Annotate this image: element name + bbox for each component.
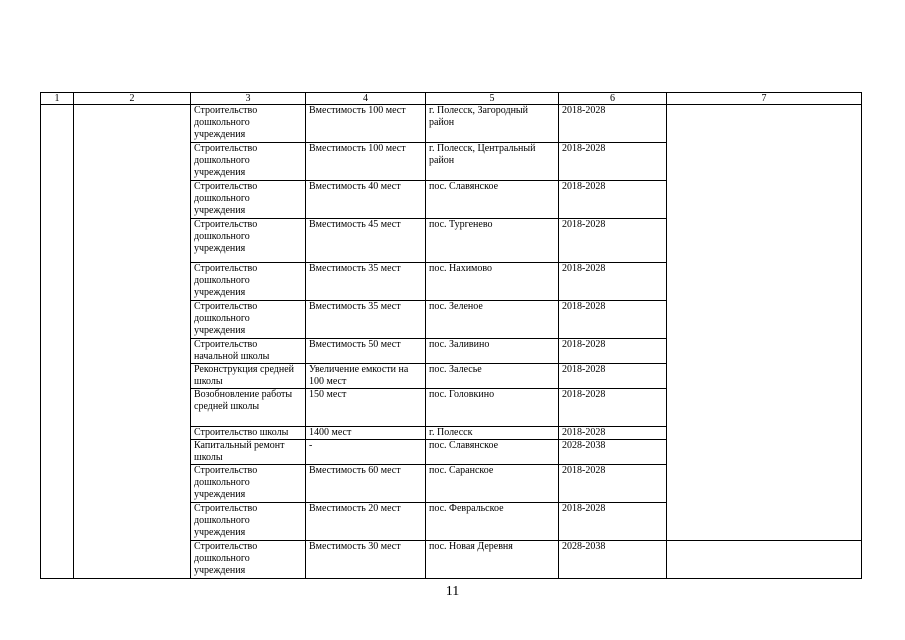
object-cell: Строительство дошкольного учреждения (191, 143, 306, 181)
capacity-cell: Вместимость 100 мест (306, 143, 426, 181)
col-7-cell (667, 541, 862, 579)
location-cell: пос. Славянское (426, 181, 559, 219)
period-cell: 2028-2038 (559, 541, 667, 579)
table-row (41, 105, 862, 143)
period-cell: 2018-2028 (559, 364, 667, 389)
header-col-3: 3 (191, 93, 306, 105)
period-cell: 2018-2028 (559, 219, 667, 263)
capacity-cell: 150 мест (306, 389, 426, 427)
object-cell: Строительство дошкольного учреждения (191, 465, 306, 503)
header-col-7: 7 (667, 93, 862, 105)
capacity-cell: - (306, 440, 426, 465)
location-cell: г. Полесск, Загородный район (426, 105, 559, 143)
object-cell: Строительство дошкольного учреждения (191, 263, 306, 301)
col-7-cell (667, 105, 862, 541)
location-cell: пос. Залесье (426, 364, 559, 389)
capacity-cell: Вместимость 40 мест (306, 181, 426, 219)
period-cell: 2018-2028 (559, 301, 667, 339)
location-cell: пос. Новая Деревня (426, 541, 559, 579)
header-col-2: 2 (74, 93, 191, 105)
col-2-merged-cell (74, 105, 191, 579)
period-cell: 2018-2028 (559, 465, 667, 503)
location-cell: пос. Нахимово (426, 263, 559, 301)
capacity-cell: Вместимость 45 мест (306, 219, 426, 263)
objects-table (40, 92, 862, 579)
object-cell: Строительство дошкольного учреждения (191, 541, 306, 579)
location-cell: пос. Тургенево (426, 219, 559, 263)
header-col-5: 5 (426, 93, 559, 105)
table-body (41, 105, 862, 579)
location-cell: пос. Славянское (426, 440, 559, 465)
object-cell: Строительство дошкольного учреждения (191, 301, 306, 339)
object-cell: Реконструкция средней школы (191, 364, 306, 389)
object-cell: Возобновление работы средней школы (191, 389, 306, 427)
page-number: 11 (445, 584, 460, 599)
capacity-cell: Вместимость 100 мест (306, 105, 426, 143)
period-cell: 2018-2028 (559, 143, 667, 181)
header-row (41, 93, 862, 105)
period-cell: 2018-2028 (559, 105, 667, 143)
location-cell: г. Полесск (426, 427, 559, 440)
capacity-cell: Вместимость 50 мест (306, 339, 426, 364)
capacity-cell: Увеличение емкости на 100 мест (306, 364, 426, 389)
object-cell: Строительство школы (191, 427, 306, 440)
period-cell: 2018-2028 (559, 339, 667, 364)
object-cell: Строительство начальной школы (191, 339, 306, 364)
col-1-merged-cell (41, 105, 74, 579)
period-cell: 2018-2028 (559, 427, 667, 440)
capacity-cell: 1400 мест (306, 427, 426, 440)
period-cell: 2018-2028 (559, 181, 667, 219)
location-cell: пос. Февральское (426, 503, 559, 541)
period-cell: 2018-2028 (559, 263, 667, 301)
capacity-cell: Вместимость 60 мест (306, 465, 426, 503)
period-cell: 2028-2038 (559, 440, 667, 465)
header-col-6: 6 (559, 93, 667, 105)
header-col-1: 1 (41, 93, 74, 105)
object-cell: Строительство дошкольного учреждения (191, 503, 306, 541)
object-cell: Строительство дошкольного учреждения (191, 219, 306, 263)
capacity-cell: Вместимость 35 мест (306, 301, 426, 339)
location-cell: г. Полесск, Центральный район (426, 143, 559, 181)
object-cell: Строительство дошкольного учреждения (191, 105, 306, 143)
period-cell: 2018-2028 (559, 389, 667, 427)
period-cell: 2018-2028 (559, 503, 667, 541)
location-cell: пос. Саранское (426, 465, 559, 503)
object-cell: Строительство дошкольного учреждения (191, 181, 306, 219)
capacity-cell: Вместимость 30 мест (306, 541, 426, 579)
capacity-cell: Вместимость 20 мест (306, 503, 426, 541)
capacity-cell: Вместимость 35 мест (306, 263, 426, 301)
object-cell: Капитальный ремонт школы (191, 440, 306, 465)
location-cell: пос. Зеленое (426, 301, 559, 339)
location-cell: пос. Головкино (426, 389, 559, 427)
location-cell: пос. Заливино (426, 339, 559, 364)
header-col-4: 4 (306, 93, 426, 105)
